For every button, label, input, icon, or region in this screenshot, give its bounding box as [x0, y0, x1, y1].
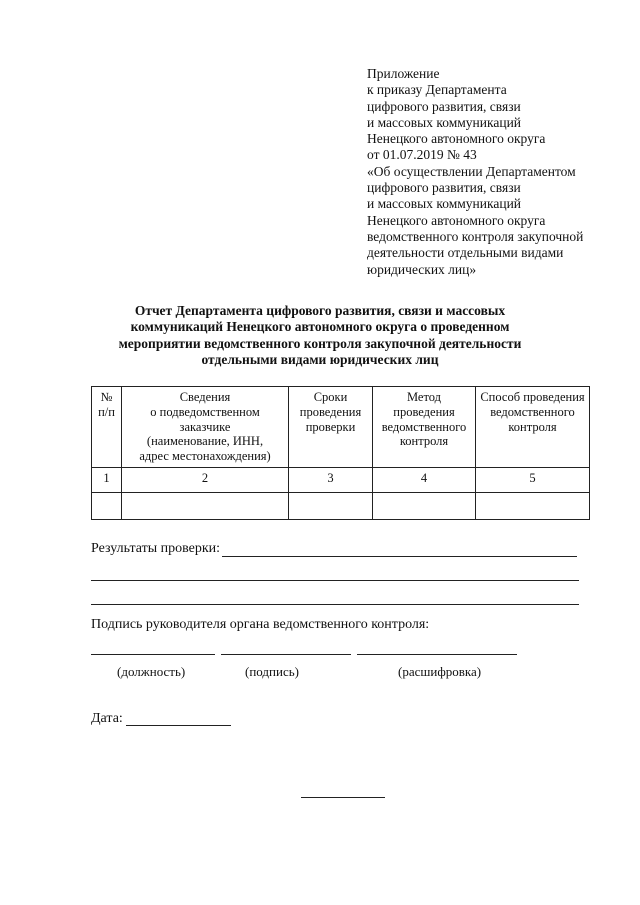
decoding-caption: (расшифровка) — [398, 664, 482, 679]
title-line: Отчет Департамента цифрового развития, связи и массовых — [134, 303, 506, 318]
annex-line: «Об осуществлении Департаментом — [367, 163, 576, 179]
annex-line: от 01.07.2019 № 43 — [367, 147, 477, 163]
table-header-row — [92, 387, 590, 468]
title-line: мероприятии ведомственного контроля закупочной деятельности — [118, 335, 522, 351]
signature-label: Подпись руководителя органа ведомственного контроля: — [91, 617, 430, 632]
annex-line: к приказу Департамента — [367, 82, 507, 98]
signature-line[interactable] — [221, 654, 351, 655]
header-cell-customer: Сведения о подведомственном заказчике (наименование, ИНН, адрес местонахождения) — [122, 387, 289, 468]
annex-line: цифрового развития, связи — [367, 98, 521, 114]
report-table — [91, 386, 590, 520]
empty-cell[interactable] — [373, 493, 476, 520]
annex-line: юридических лиц» — [367, 261, 477, 277]
empty-cell[interactable] — [92, 493, 122, 520]
report-title — [110, 303, 530, 368]
number-cell: 2 — [122, 468, 289, 493]
number-cell: 3 — [289, 468, 373, 493]
number-cell: 1 — [92, 468, 122, 493]
results-line[interactable] — [91, 604, 579, 605]
signature-caption: (подпись) — [245, 664, 299, 679]
number-cell: 4 — [373, 468, 476, 493]
date-line[interactable] — [126, 725, 231, 726]
annex-line: Ненецкого автономного округа — [367, 131, 546, 147]
header-cell-mode: Способ проведения ведомственного контроля — [476, 387, 590, 468]
header-cell-number: № п/п — [92, 387, 122, 468]
title-line: отдельными видами юридических лиц — [201, 351, 439, 367]
annex-line: ведомственного контроля закупочной — [367, 228, 584, 244]
annex-line: и массовых коммуникаций — [367, 196, 522, 212]
annex-line: деятельности отдельными видами — [367, 245, 564, 261]
annex-line: Ненецкого автономного округа — [367, 212, 546, 228]
results-label: Результаты проверки: — [91, 541, 221, 556]
table-number-row — [92, 468, 590, 493]
table-empty-row — [92, 493, 590, 520]
decoding-line[interactable] — [357, 654, 517, 655]
title-line: коммуникаций Ненецкого автономного округа о проведенном — [130, 319, 510, 335]
results-line[interactable] — [222, 556, 577, 557]
position-caption: (должность) — [117, 664, 186, 679]
annex-header — [367, 66, 627, 278]
end-separator — [301, 797, 385, 798]
empty-cell[interactable] — [122, 493, 289, 520]
empty-cell[interactable] — [476, 493, 590, 520]
date-label: Дата: — [91, 711, 123, 726]
empty-cell[interactable] — [289, 493, 373, 520]
results-line[interactable] — [91, 580, 579, 581]
annex-line: Приложение — [367, 66, 440, 81]
position-line[interactable] — [91, 654, 215, 655]
annex-line: и массовых коммуникаций — [367, 114, 522, 130]
header-cell-method: Метод проведения ведомственного контроля — [373, 387, 476, 468]
header-cell-terms: Сроки проведения проверки — [289, 387, 373, 468]
number-cell: 5 — [476, 468, 590, 493]
annex-line: цифрового развития, связи — [367, 180, 521, 196]
